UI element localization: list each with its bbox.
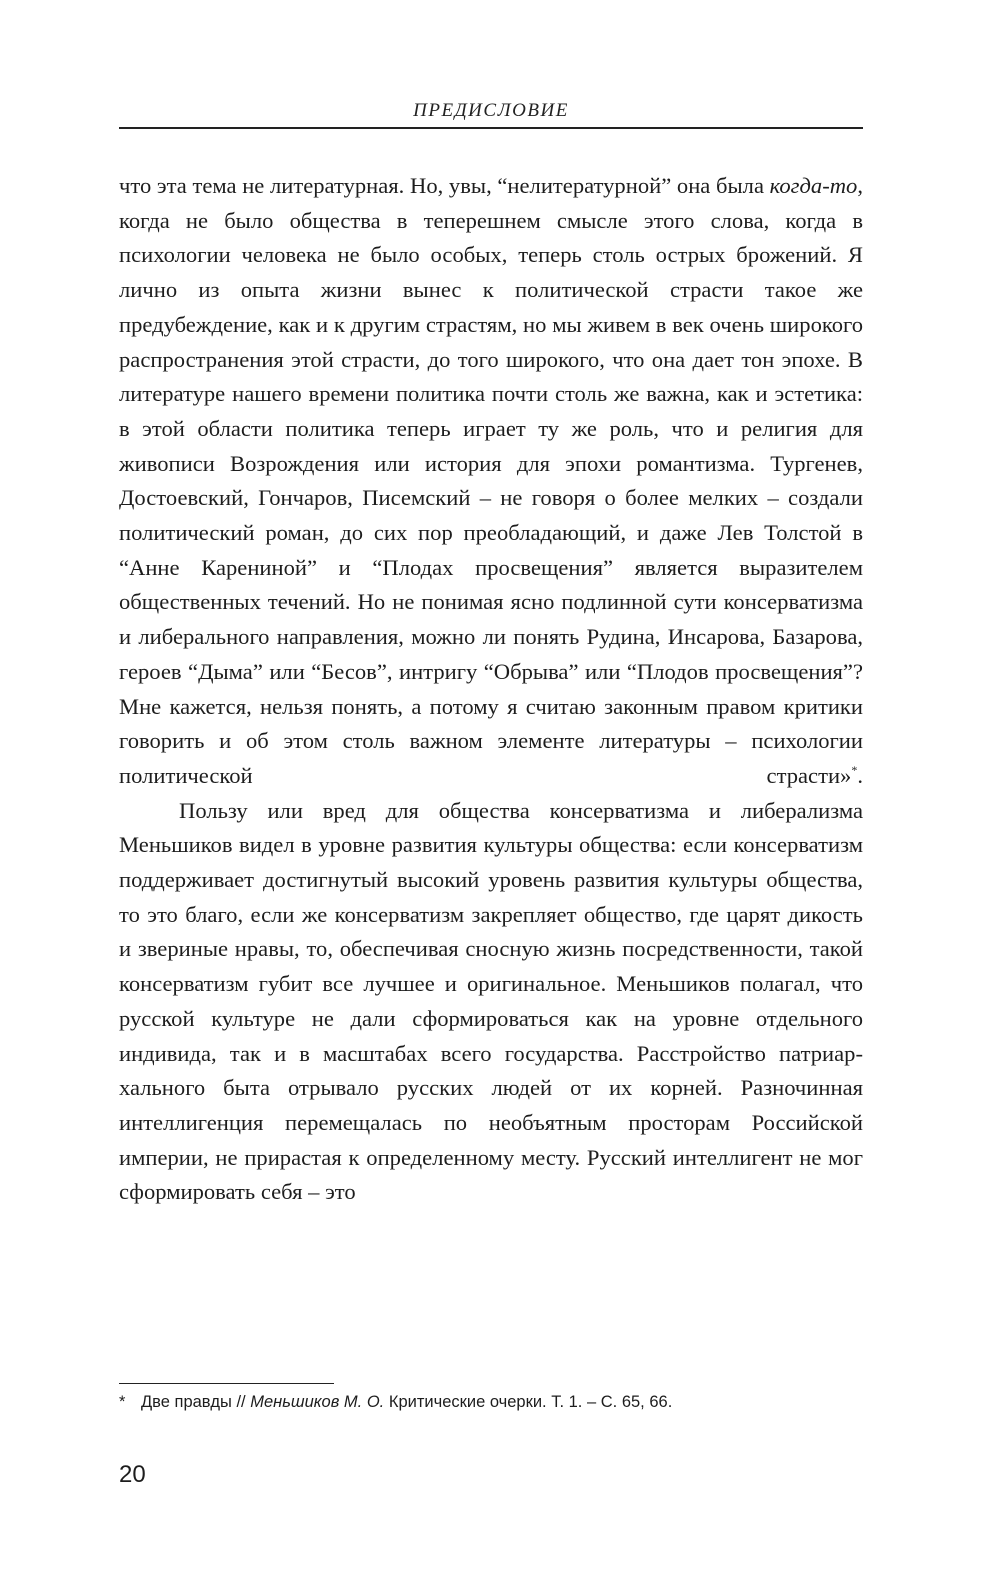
header-rule <box>119 127 863 129</box>
paragraph-text: , когда не было общества в теперешнем смысле этого слова, когда в психологии человека не было особых, теперь столь острых брожений. Я лично из опыта жизни вынес к политической страсти такое же предубеждение, как и к другим страстям, но мы живем в век очень широкого распространения этой страсти, до того широкого, что она дает тон эпохе. В литературе нашего времени политика почти столь же важна, как и эстетика: в этой области политика теперь играет ту же роль, что и религия для живописи Возрождения или история для эпохи романтизма. Тургенев, Достоевский, Гончаров, Писемский – не говоря о более мелких – создали политический роман, до сих пор преобладающий, и даже Лев Толстой в “Анне Карениной” и “Плодах просвещения” является выразителем общественных течений. Но не понимая ясно подлинной сути консерватизма и либерального направления, можно ли понять Рудина, Инсарова, Базарова, героев “Дыма” или “Бесов”, интригу “Обрыва” или “Плодов просвещения”? Мне кажется, нельзя понять, а потому я считаю законным правом критики говорить и об этом столь важном элементе литературы – психологии политической страсти» <box>119 173 863 788</box>
paragraph-continued <box>119 169 863 794</box>
footnote-rule <box>119 1383 334 1384</box>
footnote <box>119 1391 863 1413</box>
page-number: 20 <box>119 1461 146 1488</box>
paragraph-text: . <box>857 762 863 788</box>
running-title: ПРЕДИСЛОВИЕ <box>413 100 569 121</box>
footnote-text: Критические очерки. Т. 1. – С. 65, 66. <box>384 1393 673 1411</box>
main-text <box>119 169 863 1210</box>
paragraph-text: что эта тема не литературная. Но, увы, “нелитературной” она была <box>119 173 770 198</box>
footnote-text: Две правды // <box>141 1393 251 1411</box>
footnote-author: Меньшиков М. О. <box>250 1393 385 1411</box>
footnote-reference[interactable]: * <box>851 762 858 777</box>
paragraph: Пользу или вред для общества консерватизма и либерализма Меньшиков видел в уровне развития культуры общества: если консерватизм поддерживает достигнутый высокий уровень развития культуры общества, то это благо, если же консерватизм закрепляет общество, где царят дикость и звериные нравы, то, обеспечивая сносную жизнь посредственности, такой консерватизм губит все лучшее и оригинальное. Меньшиков полагал, что русской культуре не дали сформироваться как на уровне отдельного индивида, так и в масштабах всего государства. Расстройство патриархального быта отрывало русских людей от их корней. Разночинная интеллигенция перемещалась по необъятным просторам Российской империи, не прирастая к определенному месту. Русский интеллигент не мог сформировать себя – это <box>119 797 863 1205</box>
emphasis-text: когда-то <box>769 173 858 198</box>
footnote-mark: * <box>119 1393 126 1411</box>
